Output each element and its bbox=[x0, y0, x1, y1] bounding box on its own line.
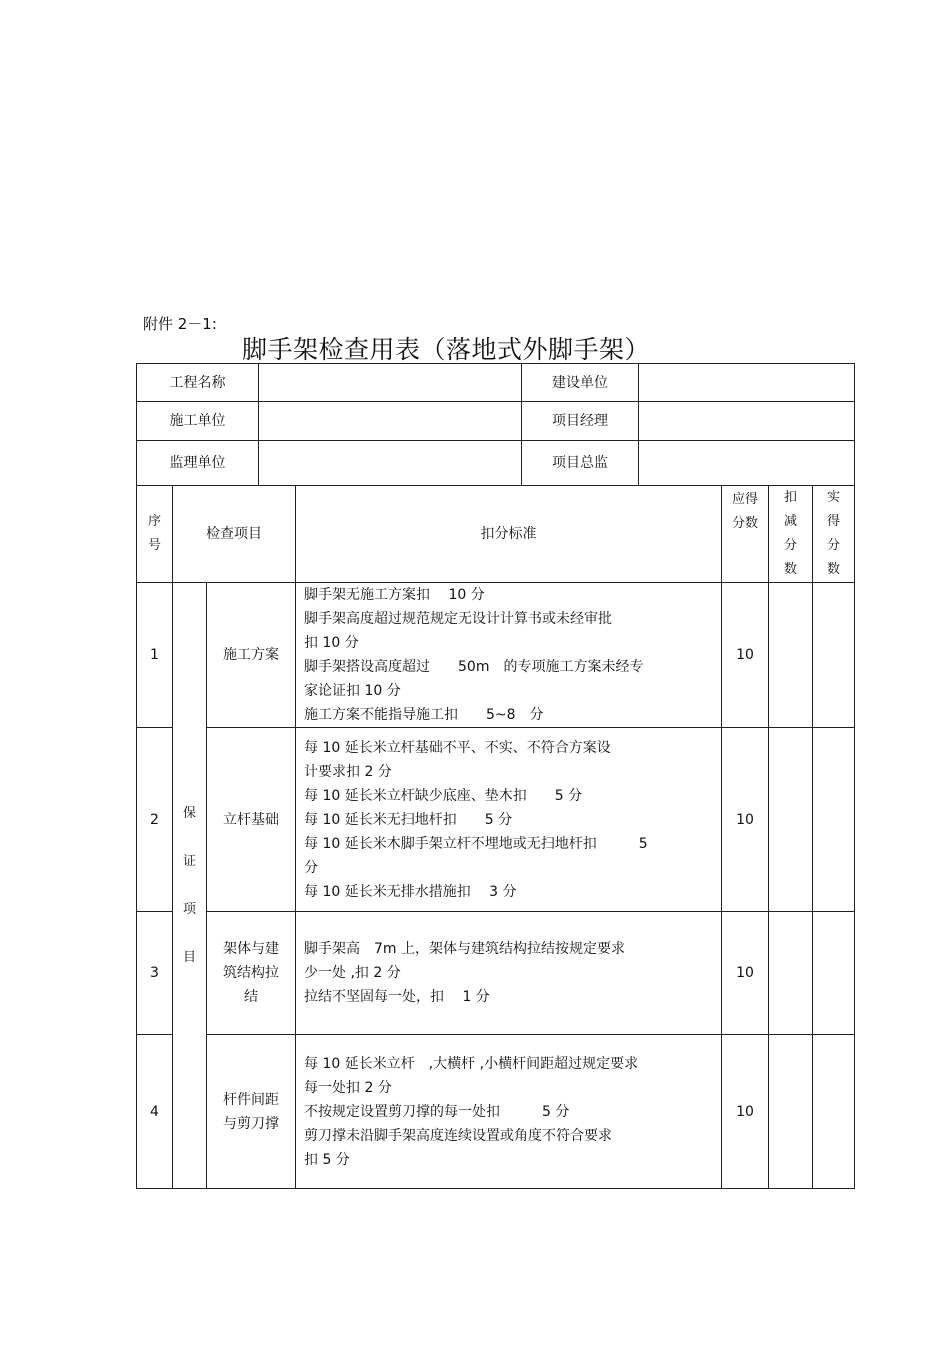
check-item: 施工方案 bbox=[207, 583, 296, 728]
check-item-line: 架体与建 bbox=[223, 941, 279, 957]
deduction-criteria bbox=[296, 583, 722, 728]
criteria-line: 家论证扣 10 分 bbox=[304, 683, 401, 699]
actual-score-field[interactable] bbox=[813, 728, 855, 912]
inspection-table bbox=[136, 363, 855, 1189]
header-actual bbox=[813, 486, 855, 583]
deduct-score-field[interactable] bbox=[769, 1035, 813, 1189]
header-deduct-char: 分 bbox=[783, 538, 797, 553]
criteria-line: 少一处 ,扣 2 分 bbox=[304, 965, 401, 981]
header-item: 检查项目 bbox=[173, 486, 296, 583]
project-name-field[interactable] bbox=[259, 364, 522, 402]
table-row bbox=[137, 912, 855, 1035]
criteria-line: 每 10 延长米木脚手架立杆不埋地或无扫地杆扣 5 bbox=[304, 835, 648, 852]
header-due-line: 应得 bbox=[731, 492, 758, 507]
actual-score-field[interactable] bbox=[813, 583, 855, 728]
supervision-unit-field[interactable] bbox=[259, 441, 522, 486]
info-row-3 bbox=[137, 441, 855, 486]
builder-label: 建设单位 bbox=[522, 364, 639, 402]
construction-unit-field[interactable] bbox=[259, 402, 522, 441]
construction-unit-label: 施工单位 bbox=[137, 402, 259, 441]
row-number: 2 bbox=[137, 728, 173, 912]
actual-score-field[interactable] bbox=[813, 912, 855, 1035]
criteria-line: 每一处扣 2 分 bbox=[304, 1079, 392, 1096]
deduct-score-field[interactable] bbox=[769, 728, 813, 912]
actual-score-field[interactable] bbox=[813, 1035, 855, 1189]
category-char: 项 bbox=[182, 901, 196, 917]
check-item-line: 杆件间距 bbox=[223, 1091, 279, 1108]
criteria-line: 扣 10 分 bbox=[304, 635, 359, 651]
info-row-1 bbox=[137, 364, 855, 402]
table-row bbox=[137, 728, 855, 912]
table-row bbox=[137, 583, 855, 728]
header-actual-char: 实 bbox=[826, 490, 840, 505]
deduct-score-field[interactable] bbox=[769, 912, 813, 1035]
attachment-label: 附件 2－1: bbox=[143, 315, 217, 333]
page-title: 脚手架检查用表（落地式外脚手架） bbox=[242, 335, 651, 364]
header-deduct-char: 减 bbox=[783, 514, 797, 529]
header-actual-char: 得 bbox=[826, 514, 840, 529]
criteria-line: 剪刀撑未沿脚手架高度连续设置或角度不符合要求 bbox=[304, 1127, 612, 1144]
check-item-line: 结 bbox=[244, 989, 258, 1005]
header-seq bbox=[137, 486, 173, 583]
header-standard: 扣分标准 bbox=[296, 486, 722, 583]
criteria-line: 分 bbox=[304, 859, 318, 876]
header-seq-char: 序 bbox=[147, 514, 161, 529]
header-deduct-char: 扣 bbox=[783, 490, 797, 505]
due-score: 10 bbox=[722, 583, 769, 728]
criteria-line: 脚手架高 7m 上，架体与建筑结构拉结按规定要求 bbox=[304, 941, 625, 957]
criteria-line: 脚手架高度超过规范规定无设计计算书或未经审批 bbox=[304, 611, 612, 627]
criteria-line: 每 10 延长米无扫地杆扣 5 分 bbox=[304, 811, 513, 828]
category-char: 保 bbox=[182, 805, 196, 821]
category-char: 目 bbox=[182, 949, 196, 965]
deduction-criteria bbox=[296, 912, 722, 1035]
project-director-field[interactable] bbox=[639, 441, 855, 486]
check-item-line: 筑结构拉 bbox=[223, 965, 279, 981]
criteria-line: 不按规定设置剪刀撑的每一处扣 5 分 bbox=[304, 1103, 570, 1120]
due-score: 10 bbox=[722, 912, 769, 1035]
header-actual-char: 数 bbox=[826, 562, 840, 577]
row-number: 4 bbox=[137, 1035, 173, 1189]
criteria-line: 计要求扣 2 分 bbox=[304, 763, 392, 780]
header-actual-char: 分 bbox=[826, 538, 840, 553]
criteria-line: 每 10 延长米立杆 ,大横杆 ,小横杆间距超过规定要求 bbox=[304, 1055, 639, 1072]
header-deduct bbox=[769, 486, 813, 583]
deduct-score-field[interactable] bbox=[769, 583, 813, 728]
project-manager-field[interactable] bbox=[639, 402, 855, 441]
row-number: 3 bbox=[137, 912, 173, 1035]
project-director-label: 项目总监 bbox=[522, 441, 639, 486]
project-manager-label: 项目经理 bbox=[522, 402, 639, 441]
criteria-line: 扣 5 分 bbox=[304, 1151, 350, 1168]
criteria-line: 施工方案不能指导施工扣 5~8 分 bbox=[304, 707, 544, 723]
criteria-line: 每 10 延长米立杆缺少底座、垫木扣 5 分 bbox=[304, 787, 583, 804]
header-due-score bbox=[722, 486, 769, 583]
row-number: 1 bbox=[137, 583, 173, 728]
check-item: 立杆基础 bbox=[207, 728, 296, 912]
deduction-criteria bbox=[296, 728, 722, 912]
supervision-unit-label: 监理单位 bbox=[137, 441, 259, 486]
category-char: 证 bbox=[182, 853, 196, 869]
criteria-line: 脚手架搭设高度超过 50m 的专项施工方案未经专 bbox=[304, 659, 644, 675]
table-row bbox=[137, 1035, 855, 1189]
criteria-line: 每 10 延长米立杆基础不平、不实、不符合方案设 bbox=[304, 739, 611, 756]
due-score: 10 bbox=[722, 728, 769, 912]
info-row-2 bbox=[137, 402, 855, 441]
check-item bbox=[207, 1035, 296, 1189]
criteria-line: 拉结不坚固每一处，扣 1 分 bbox=[304, 989, 490, 1005]
builder-field[interactable] bbox=[639, 364, 855, 402]
check-item bbox=[207, 912, 296, 1035]
check-item-line: 与剪刀撑 bbox=[223, 1115, 279, 1132]
header-deduct-char: 数 bbox=[783, 562, 797, 577]
header-due-line: 分数 bbox=[731, 516, 758, 531]
header-row bbox=[137, 486, 855, 583]
due-score: 10 bbox=[722, 1035, 769, 1189]
criteria-line: 每 10 延长米无排水措施扣 3 分 bbox=[304, 883, 517, 900]
header-seq-char: 号 bbox=[147, 538, 161, 553]
criteria-line: 脚手架无施工方案扣 10 分 bbox=[304, 587, 485, 603]
deduction-criteria bbox=[296, 1035, 722, 1189]
project-name-label: 工程名称 bbox=[137, 364, 259, 402]
category-guarantee-items bbox=[173, 583, 207, 1189]
